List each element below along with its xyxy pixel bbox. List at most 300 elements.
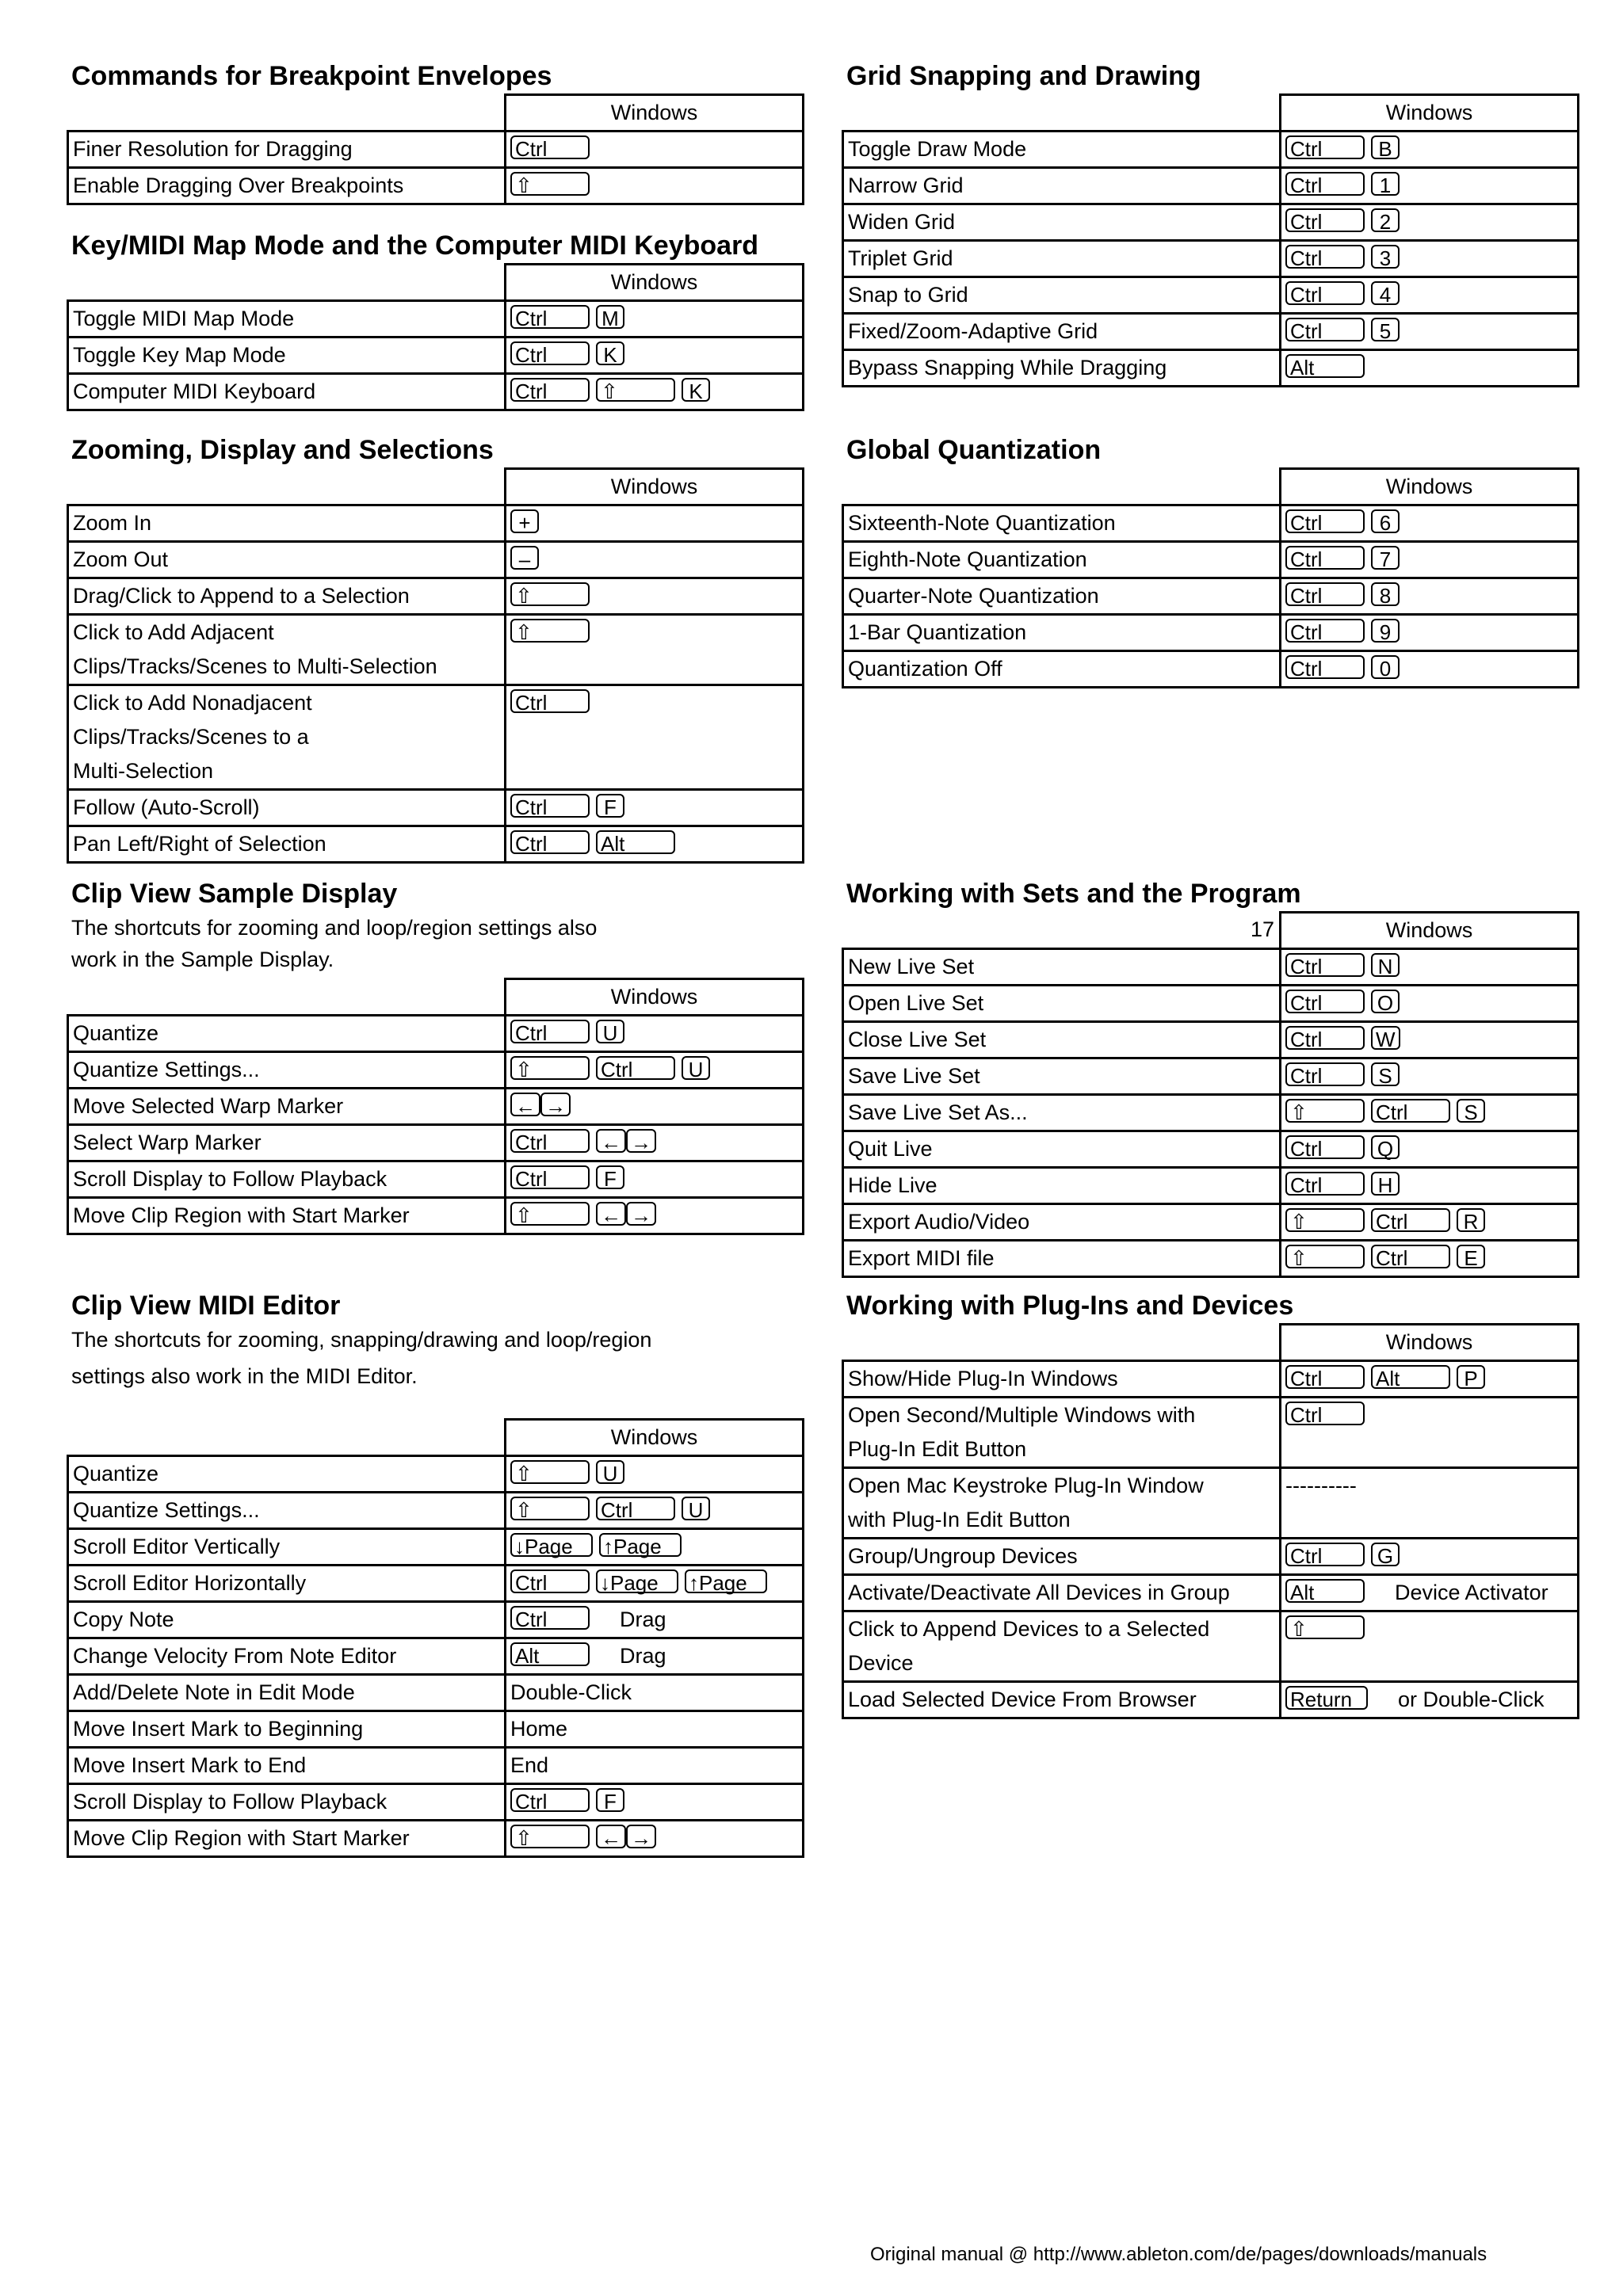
key-f: F <box>596 1788 624 1812</box>
key-k: K <box>682 378 710 402</box>
table-row <box>68 1748 804 1784</box>
section-grid-snapping <box>846 59 1579 387</box>
table-row <box>68 1456 804 1493</box>
shortcut-cell <box>1281 615 1579 651</box>
shortcut-cell <box>1281 1611 1579 1682</box>
table-row <box>68 1161 804 1198</box>
shortcut-cell <box>506 826 804 863</box>
command-description: Scroll Editor Horizontally <box>68 1566 506 1602</box>
shortcut-cell <box>506 1784 804 1821</box>
page-up-key: ↑Page <box>599 1533 682 1557</box>
shortcut-extra-text: Drag <box>620 1644 666 1668</box>
command-description: Copy Note <box>68 1602 506 1638</box>
header-spacer <box>68 95 506 132</box>
table-row <box>68 1529 804 1566</box>
table-row <box>843 1095 1579 1131</box>
table-row <box>68 685 804 790</box>
table-row <box>68 132 804 168</box>
key-8: 8 <box>1371 582 1400 606</box>
header-spacer <box>843 469 1281 505</box>
table-row <box>68 1198 804 1234</box>
table-row <box>843 578 1579 615</box>
ctrl-key: Ctrl <box>1371 1099 1450 1123</box>
section-breakpoint-envelopes <box>71 59 804 205</box>
shortcut-cell <box>1281 1468 1579 1539</box>
table-row <box>68 301 804 338</box>
command-description: New Live Set <box>843 949 1281 986</box>
table-row <box>843 1058 1579 1095</box>
ctrl-key: Ctrl <box>1285 208 1365 232</box>
alt-key: Alt <box>596 830 675 854</box>
ctrl-key: Ctrl <box>1285 172 1365 196</box>
page-number: 17 <box>1250 917 1274 941</box>
command-description: Drag/Click to Append to a Selection <box>68 578 506 615</box>
section-title: Grid Snapping and Drawing <box>846 61 1201 91</box>
ctrl-key: Ctrl <box>1285 1172 1365 1196</box>
ctrl-key: Ctrl <box>510 794 590 818</box>
table-row <box>68 826 804 863</box>
shortcut-cell <box>1281 168 1579 204</box>
shift-key: ⇧ <box>510 1202 590 1226</box>
ctrl-key: Ctrl <box>1371 1245 1450 1268</box>
alt-key: Alt <box>1371 1365 1450 1389</box>
ctrl-key: Ctrl <box>510 378 590 402</box>
right-arrow-key: → <box>540 1093 571 1116</box>
key-2: 2 <box>1371 208 1400 232</box>
shortcut-cell <box>506 578 804 615</box>
column-header-windows: Windows <box>1281 95 1579 132</box>
key-7: 7 <box>1371 546 1400 570</box>
command-description: Scroll Display to Follow Playback <box>68 1784 506 1821</box>
page-down-key: ↓Page <box>596 1569 678 1593</box>
key-5: 5 <box>1371 318 1400 341</box>
shortcut-cell <box>1281 1058 1579 1095</box>
shortcut-cell <box>506 1711 804 1748</box>
header-spacer <box>68 469 506 505</box>
table-row <box>843 132 1579 168</box>
ctrl-key: Ctrl <box>510 689 590 713</box>
table-row <box>68 1638 804 1675</box>
section-description: The shortcuts for zooming and loop/region settings also <box>71 916 598 940</box>
column-header-windows: Windows <box>1281 469 1579 505</box>
key-m: M <box>596 305 624 329</box>
command-description: Close Live Set <box>843 1022 1281 1058</box>
shortcut-cell <box>506 1493 804 1529</box>
table-row <box>843 241 1579 277</box>
command-description: Open Mac Keystroke Plug-In Window with Plug-In Edit Button <box>843 1468 1281 1539</box>
ctrl-key: Ctrl <box>510 305 590 329</box>
plus-key: + <box>510 509 539 533</box>
ctrl-key: Ctrl <box>1285 619 1365 643</box>
shortcut-cell <box>506 505 804 542</box>
command-description: Toggle Draw Mode <box>843 132 1281 168</box>
section-title: Working with Plug-Ins and Devices <box>846 1291 1294 1321</box>
ctrl-key: Ctrl <box>510 1129 590 1153</box>
command-description: Enable Dragging Over Breakpoints <box>68 168 506 204</box>
shortcut-cell <box>506 542 804 578</box>
minus-key: – <box>510 546 539 570</box>
column-header-windows: Windows <box>506 469 804 505</box>
header-spacer <box>843 1325 1281 1361</box>
left-arrow-key: ← <box>510 1093 540 1116</box>
key-u: U <box>596 1020 624 1043</box>
table-row <box>843 1241 1579 1277</box>
header-spacer <box>68 1420 506 1456</box>
table-row <box>843 1682 1579 1718</box>
shift-key: ⇧ <box>510 619 590 643</box>
shortcut-cell <box>506 374 804 410</box>
ctrl-key: Ctrl <box>1285 1402 1365 1425</box>
section-plugins-devices <box>846 1288 1579 1719</box>
ctrl-key: Ctrl <box>510 341 590 365</box>
column-header-windows: Windows <box>506 95 804 132</box>
shift-key: ⇧ <box>510 172 590 196</box>
shortcut-table <box>67 93 804 205</box>
key-n: N <box>1371 953 1400 977</box>
command-description: Show/Hide Plug-In Windows <box>843 1361 1281 1398</box>
shortcut-cell <box>506 1821 804 1857</box>
section-global-quantization <box>846 433 1579 688</box>
section-title: Clip View MIDI Editor <box>71 1291 341 1321</box>
shortcut-cell <box>1281 1398 1579 1468</box>
shortcut-cell <box>506 1198 804 1234</box>
table-row <box>68 790 804 826</box>
command-description: Eighth-Note Quantization <box>843 542 1281 578</box>
table-row <box>68 542 804 578</box>
shift-key: ⇧ <box>510 1497 590 1520</box>
key-3: 3 <box>1371 245 1400 269</box>
command-description: Export MIDI file <box>843 1241 1281 1277</box>
column-header-windows: Windows <box>1281 913 1579 949</box>
key-g: G <box>1371 1543 1400 1566</box>
shortcut-cell <box>1281 1361 1579 1398</box>
ctrl-key: Ctrl <box>1285 509 1365 533</box>
table-row <box>843 1361 1579 1398</box>
command-description: Move Insert Mark to End <box>68 1748 506 1784</box>
command-description: Finer Resolution for Dragging <box>68 132 506 168</box>
shortcut-cell <box>1281 1131 1579 1168</box>
shortcut-cell <box>506 168 804 204</box>
key-h: H <box>1371 1172 1400 1196</box>
command-description: Move Insert Mark to Beginning <box>68 1711 506 1748</box>
return-key: Return <box>1285 1686 1368 1710</box>
command-description: Move Selected Warp Marker <box>68 1089 506 1125</box>
command-description: Toggle Key Map Mode <box>68 338 506 374</box>
shortcut-cell <box>1281 241 1579 277</box>
command-description: Open Second/Multiple Windows with Plug-In Edit Button <box>843 1398 1281 1468</box>
shortcut-cell <box>1281 1539 1579 1575</box>
column-header-windows: Windows <box>506 1420 804 1456</box>
table-row <box>843 1022 1579 1058</box>
shortcut-cell <box>1281 578 1579 615</box>
shift-key: ⇧ <box>1285 1208 1365 1232</box>
table-row <box>68 1016 804 1052</box>
shortcut-extra-text: Drag <box>620 1608 666 1631</box>
command-description: Quantize <box>68 1456 506 1493</box>
command-description: Pan Left/Right of Selection <box>68 826 506 863</box>
shortcut-table <box>842 467 1579 688</box>
shortcut-cell <box>1281 204 1579 241</box>
shortcut-cell <box>506 1602 804 1638</box>
table-row <box>843 350 1579 387</box>
command-description: Fixed/Zoom-Adaptive Grid <box>843 314 1281 350</box>
table-row <box>843 615 1579 651</box>
table-row <box>843 1398 1579 1468</box>
column-header-windows: Windows <box>1281 1325 1579 1361</box>
right-arrow-key: → <box>626 1825 656 1848</box>
shortcut-cell <box>506 338 804 374</box>
command-description: Open Live Set <box>843 986 1281 1022</box>
left-arrow-key: ← <box>596 1825 626 1848</box>
ctrl-key: Ctrl <box>510 135 590 159</box>
shortcut-cell <box>1281 1095 1579 1131</box>
command-description: Click to Add Adjacent Clips/Tracks/Scenes to Multi-Selection <box>68 615 506 685</box>
shortcut-cell <box>506 685 804 790</box>
key-0: 0 <box>1371 655 1400 679</box>
shortcut-table <box>842 1323 1579 1719</box>
alt-key: Alt <box>1285 1579 1365 1603</box>
shortcut-cell <box>1281 542 1579 578</box>
key-1: 1 <box>1371 172 1400 196</box>
ctrl-key: Ctrl <box>1285 990 1365 1013</box>
shortcut-cell <box>506 1638 804 1675</box>
left-arrow-key: ← <box>596 1129 626 1153</box>
table-row <box>843 1168 1579 1204</box>
key-o: O <box>1371 990 1400 1013</box>
command-description: Snap to Grid <box>843 277 1281 314</box>
table-row <box>843 651 1579 688</box>
shortcut-cell <box>1281 1168 1579 1204</box>
shift-key: ⇧ <box>1285 1245 1365 1268</box>
shortcut-text: Home <box>510 1717 568 1741</box>
table-row <box>68 1052 804 1089</box>
shift-key: ⇧ <box>596 378 675 402</box>
shortcut-cell <box>506 1748 804 1784</box>
key-4: 4 <box>1371 281 1400 305</box>
shortcut-cell <box>506 1089 804 1125</box>
command-description: Zoom In <box>68 505 506 542</box>
command-description: Quarter-Note Quantization <box>843 578 1281 615</box>
table-row <box>68 1089 804 1125</box>
key-p: P <box>1457 1365 1485 1389</box>
command-description: 1-Bar Quantization <box>843 615 1281 651</box>
table-row <box>843 986 1579 1022</box>
section-title: Zooming, Display and Selections <box>71 435 494 465</box>
command-description: Save Live Set As... <box>843 1095 1281 1131</box>
command-description: Toggle MIDI Map Mode <box>68 301 506 338</box>
table-row <box>68 615 804 685</box>
alt-key: Alt <box>510 1642 590 1666</box>
section-sets-program <box>846 876 1579 1278</box>
ctrl-key: Ctrl <box>596 1056 675 1080</box>
ctrl-key: Ctrl <box>1285 318 1365 341</box>
table-row <box>68 1566 804 1602</box>
shortcut-extra-text: Device Activator <box>1395 1581 1549 1604</box>
table-row <box>68 338 804 374</box>
ctrl-key: Ctrl <box>1371 1208 1450 1232</box>
ctrl-key: Ctrl <box>1285 582 1365 606</box>
shortcut-cell <box>1281 505 1579 542</box>
command-description: Zoom Out <box>68 542 506 578</box>
table-row <box>68 578 804 615</box>
shortcut-cell <box>1281 132 1579 168</box>
shortcut-table <box>67 1418 804 1858</box>
command-description: Computer MIDI Keyboard <box>68 374 506 410</box>
shift-key: ⇧ <box>510 582 590 606</box>
shortcut-cell <box>506 1052 804 1089</box>
table-row <box>843 1131 1579 1168</box>
footer-source-note: Original manual @ http://www.ableton.com/de/pages/downloads/manuals <box>870 2244 1487 2265</box>
command-description: Add/Delete Note in Edit Mode <box>68 1675 506 1711</box>
ctrl-key: Ctrl <box>510 1165 590 1189</box>
header-spacer <box>68 265 506 301</box>
shortcut-cell <box>506 301 804 338</box>
key-s: S <box>1371 1062 1400 1086</box>
shift-key: ⇧ <box>1285 1099 1365 1123</box>
command-description: Bypass Snapping While Dragging <box>843 350 1281 387</box>
section-title: Key/MIDI Map Mode and the Computer MIDI Keyboard <box>71 231 759 261</box>
command-description: Scroll Display to Follow Playback <box>68 1161 506 1198</box>
key-f: F <box>596 1165 624 1189</box>
shortcut-cell <box>1281 986 1579 1022</box>
right-arrow-key: → <box>626 1129 656 1153</box>
shortcut-cell <box>506 1125 804 1161</box>
section-description: settings also work in the MIDI Editor. <box>71 1364 418 1388</box>
command-description: Change Velocity From Note Editor <box>68 1638 506 1675</box>
shortcut-cell <box>1281 651 1579 688</box>
command-description: Sixteenth-Note Quantization <box>843 505 1281 542</box>
command-description: Narrow Grid <box>843 168 1281 204</box>
shortcut-text: ---------- <box>1285 1474 1357 1497</box>
shortcut-cell <box>506 1161 804 1198</box>
shift-key: ⇧ <box>1285 1615 1365 1639</box>
shortcut-cell <box>1281 949 1579 986</box>
alt-key: Alt <box>1285 354 1365 378</box>
section-title: Global Quantization <box>846 435 1102 465</box>
command-description: Export Audio/Video <box>843 1204 1281 1241</box>
shortcut-table <box>67 978 804 1235</box>
shortcut-extra-text: or Double-Click <box>1398 1688 1545 1711</box>
key-6: 6 <box>1371 509 1400 533</box>
key-b: B <box>1371 135 1400 159</box>
table-row <box>843 314 1579 350</box>
key-u: U <box>682 1056 710 1080</box>
ctrl-key: Ctrl <box>596 1497 675 1520</box>
ctrl-key: Ctrl <box>510 1020 590 1043</box>
command-description: Move Clip Region with Start Marker <box>68 1821 506 1857</box>
section-title: Working with Sets and the Program <box>846 879 1301 909</box>
ctrl-key: Ctrl <box>1285 1062 1365 1086</box>
table-row <box>843 1204 1579 1241</box>
ctrl-key: Ctrl <box>1285 135 1365 159</box>
shift-key: ⇧ <box>510 1825 590 1848</box>
command-description: Quantize Settings... <box>68 1052 506 1089</box>
table-row <box>843 949 1579 986</box>
key-w: W <box>1371 1026 1400 1050</box>
key-s: S <box>1457 1099 1485 1123</box>
shift-key: ⇧ <box>510 1056 590 1080</box>
ctrl-key: Ctrl <box>510 830 590 854</box>
ctrl-key: Ctrl <box>510 1569 590 1593</box>
header-spacer <box>843 95 1281 132</box>
section-title: Clip View Sample Display <box>71 879 398 909</box>
command-description: Save Live Set <box>843 1058 1281 1095</box>
shortcut-cell <box>506 132 804 168</box>
shortcut-cell <box>1281 314 1579 350</box>
section-sample-display <box>71 876 804 1235</box>
ctrl-key: Ctrl <box>1285 953 1365 977</box>
command-description: Quantization Off <box>843 651 1281 688</box>
command-description: Click to Append Devices to a Selected Device <box>843 1611 1281 1682</box>
shortcut-cell <box>506 1456 804 1493</box>
command-description: Triplet Grid <box>843 241 1281 277</box>
command-description: Activate/Deactivate All Devices in Group <box>843 1575 1281 1611</box>
section-title: Commands for Breakpoint Envelopes <box>71 61 552 91</box>
key-e: E <box>1457 1245 1485 1268</box>
shortcut-cell <box>1281 1204 1579 1241</box>
shortcut-cell <box>1281 1022 1579 1058</box>
table-row <box>68 1493 804 1529</box>
section-description: work in the Sample Display. <box>71 948 334 971</box>
shortcut-table <box>842 93 1579 387</box>
ctrl-key: Ctrl <box>1285 281 1365 305</box>
shortcut-cell <box>1281 277 1579 314</box>
shortcut-table <box>67 263 804 411</box>
command-description: Move Clip Region with Start Marker <box>68 1198 506 1234</box>
shortcut-cell <box>1281 1241 1579 1277</box>
command-description: Select Warp Marker <box>68 1125 506 1161</box>
shortcut-cell <box>1281 350 1579 387</box>
table-row <box>843 1468 1579 1539</box>
command-description: Load Selected Device From Browser <box>843 1682 1281 1718</box>
ctrl-key: Ctrl <box>510 1788 590 1812</box>
table-row <box>68 1602 804 1638</box>
table-row <box>68 1711 804 1748</box>
shortcut-cell <box>506 1675 804 1711</box>
key-u: U <box>682 1497 710 1520</box>
shortcut-table <box>842 911 1579 1278</box>
ctrl-key: Ctrl <box>1285 655 1365 679</box>
column-header-windows: Windows <box>506 979 804 1016</box>
shortcut-text: End <box>510 1753 549 1777</box>
command-description: Widen Grid <box>843 204 1281 241</box>
ctrl-key: Ctrl <box>1285 245 1365 269</box>
table-row <box>843 1575 1579 1611</box>
shortcut-cell <box>506 1566 804 1602</box>
column-header-windows: Windows <box>506 265 804 301</box>
command-description: Click to Add Nonadjacent Clips/Tracks/Scenes to a Multi-Selection <box>68 685 506 790</box>
ctrl-key: Ctrl <box>1285 1543 1365 1566</box>
table-row <box>68 1125 804 1161</box>
table-row <box>843 542 1579 578</box>
table-row <box>843 204 1579 241</box>
section-zooming <box>71 433 804 864</box>
ctrl-key: Ctrl <box>510 1606 590 1630</box>
key-u: U <box>596 1460 624 1484</box>
table-row <box>843 277 1579 314</box>
command-description: Quantize <box>68 1016 506 1052</box>
table-row <box>68 505 804 542</box>
section-key-midi-map <box>71 228 804 411</box>
table-row <box>843 168 1579 204</box>
shortcut-table <box>67 467 804 864</box>
ctrl-key: Ctrl <box>1285 1365 1365 1389</box>
ctrl-key: Ctrl <box>1285 1135 1365 1159</box>
table-row <box>68 1821 804 1857</box>
table-row <box>68 1675 804 1711</box>
command-description: Scroll Editor Vertically <box>68 1529 506 1566</box>
key-f: F <box>596 794 624 818</box>
